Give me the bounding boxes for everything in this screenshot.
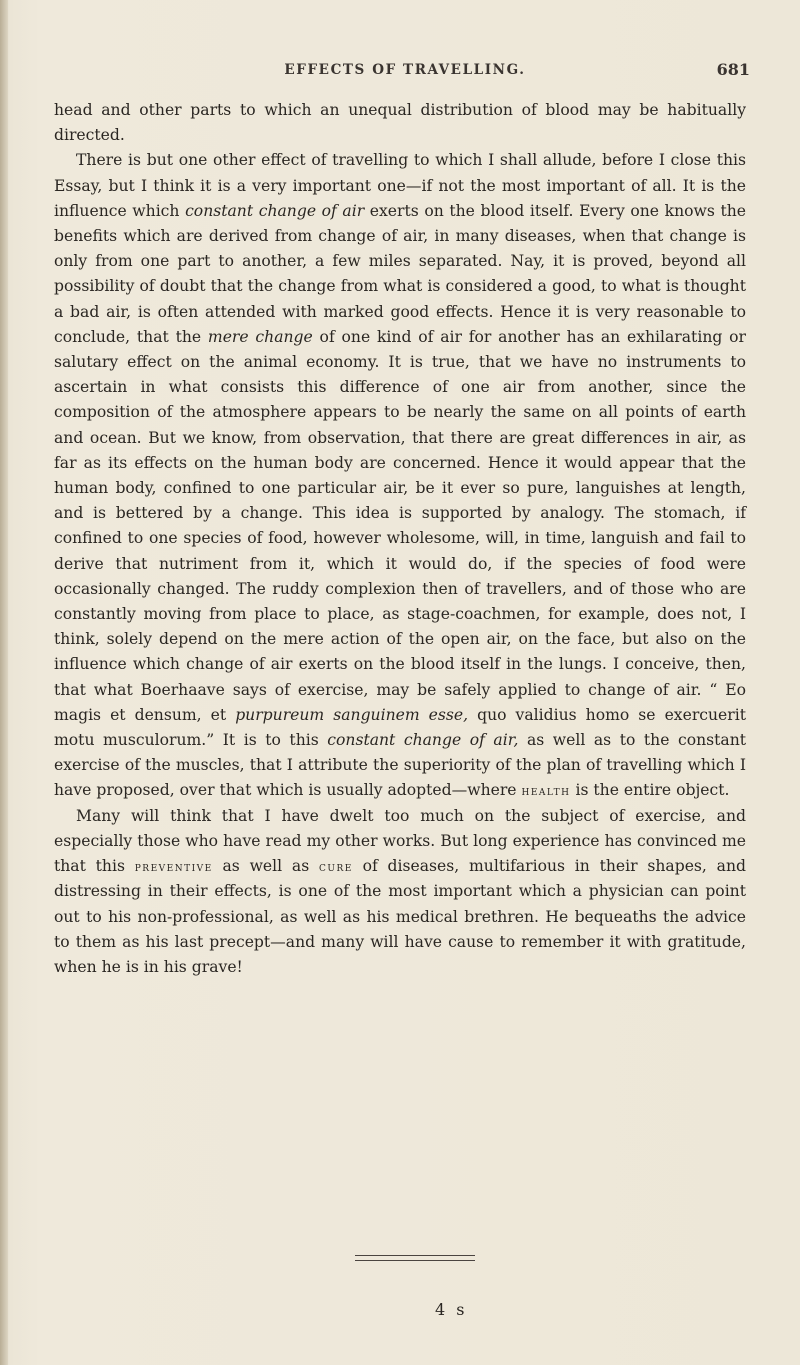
italic-text: mere change: [207, 327, 313, 346]
text-run: Many will think that I have dwelt too much on the subject of exercise, and especially those who have read my other works. But long experience has convinced me that this: [54, 806, 746, 876]
text-run: is the entire object.: [570, 781, 730, 800]
text-run: There is but one other effect of travelling to which I shall allude, before I close this Essay, but I think it is a very important one—if not the most important of all. It is the influence which: [54, 151, 746, 220]
text-run: quo validius homo se exercuerit motu musculorum.” It is to this: [54, 705, 746, 750]
small-caps-text: health: [521, 783, 571, 799]
text-run: of one kind of air for another has an exhilarating or salutary effect on the animal economy. It is true, that we have no instruments to ascertain in what consists this difference of one air from another, since the composition of the atmosphere appears to be nearly the same on all points of earth and ocean. But we know, from observation, that there are great differences in air, as far as its effects on the human body are concerned. Hence it would appear that the human body, confined to one particular air, be it ever so pure, languishes at length, and is bettered by a change. This idea is supported by analogy. The stomach, if confined to one species of food, however wholesome, will, in time, languish and fail to derive that nutriment from it, which it would do, if the species of food were occasionally changed. The ruddy complexion then of travellers, and of those who are constantly moving from place to place, as stage-coachmen, for example, does not, I think, solely depend on the mere action of the open air, on the face, but also on the influence which change of air exerts on the blood itself in the lungs. I conceive, then, that what Boerhaave says of exercise, may be safely applied to change of air. “ Eo magis et densum, et: [54, 327, 746, 724]
paragraph-p3: [54, 804, 746, 980]
signature-mark: 4 s: [435, 1300, 468, 1319]
running-head: EFFECTS OF TRAVELLING.: [284, 62, 526, 78]
text-run: of diseases, multifarious in their shapes, and distressing in their effects, is one of the most important which a physician can point out to his non-professional, as well as his medical brethren. He bequeaths the advice to them as his last precept—and many will have cause to remember it with gratitude, when he is in his grave!: [54, 857, 746, 976]
italic-text: constant change of air: [185, 201, 365, 220]
small-caps-text: preventive: [134, 859, 213, 875]
text-run: head and other parts to which an unequal distribution of blood may be habitually directed.: [54, 101, 746, 145]
italic-text: constant change of air,: [327, 731, 519, 750]
page-header: [60, 62, 750, 84]
small-caps-text: cure: [319, 859, 353, 875]
page-binding-edge: [0, 0, 8, 1365]
end-rule: [355, 1255, 475, 1261]
paragraph-p1: [54, 98, 746, 148]
italic-text: purpureum sanguinem esse,: [235, 705, 469, 724]
text-run: as well as: [212, 857, 319, 876]
text-run: exerts on the blood itself. Every one knows the benefits which are derived from change of air, in many diseases, when that change is only from one part to another, a few miles separated. Nay, it is proved, beyond all possibility of doubt that the change from what is considered a good, to what is thought a bad air, is often attended with marked good effects. Hence it is very reasonable to conclude, that the: [54, 201, 747, 346]
body-text: [54, 98, 746, 980]
paragraph-p2: [54, 148, 746, 803]
text-run: as well as to the constant exercise of the muscles, that I attribute the superiority of the plan of travelling which I have proposed, over that which is usually adopted—where: [54, 731, 747, 800]
page-number: 681: [716, 60, 750, 79]
